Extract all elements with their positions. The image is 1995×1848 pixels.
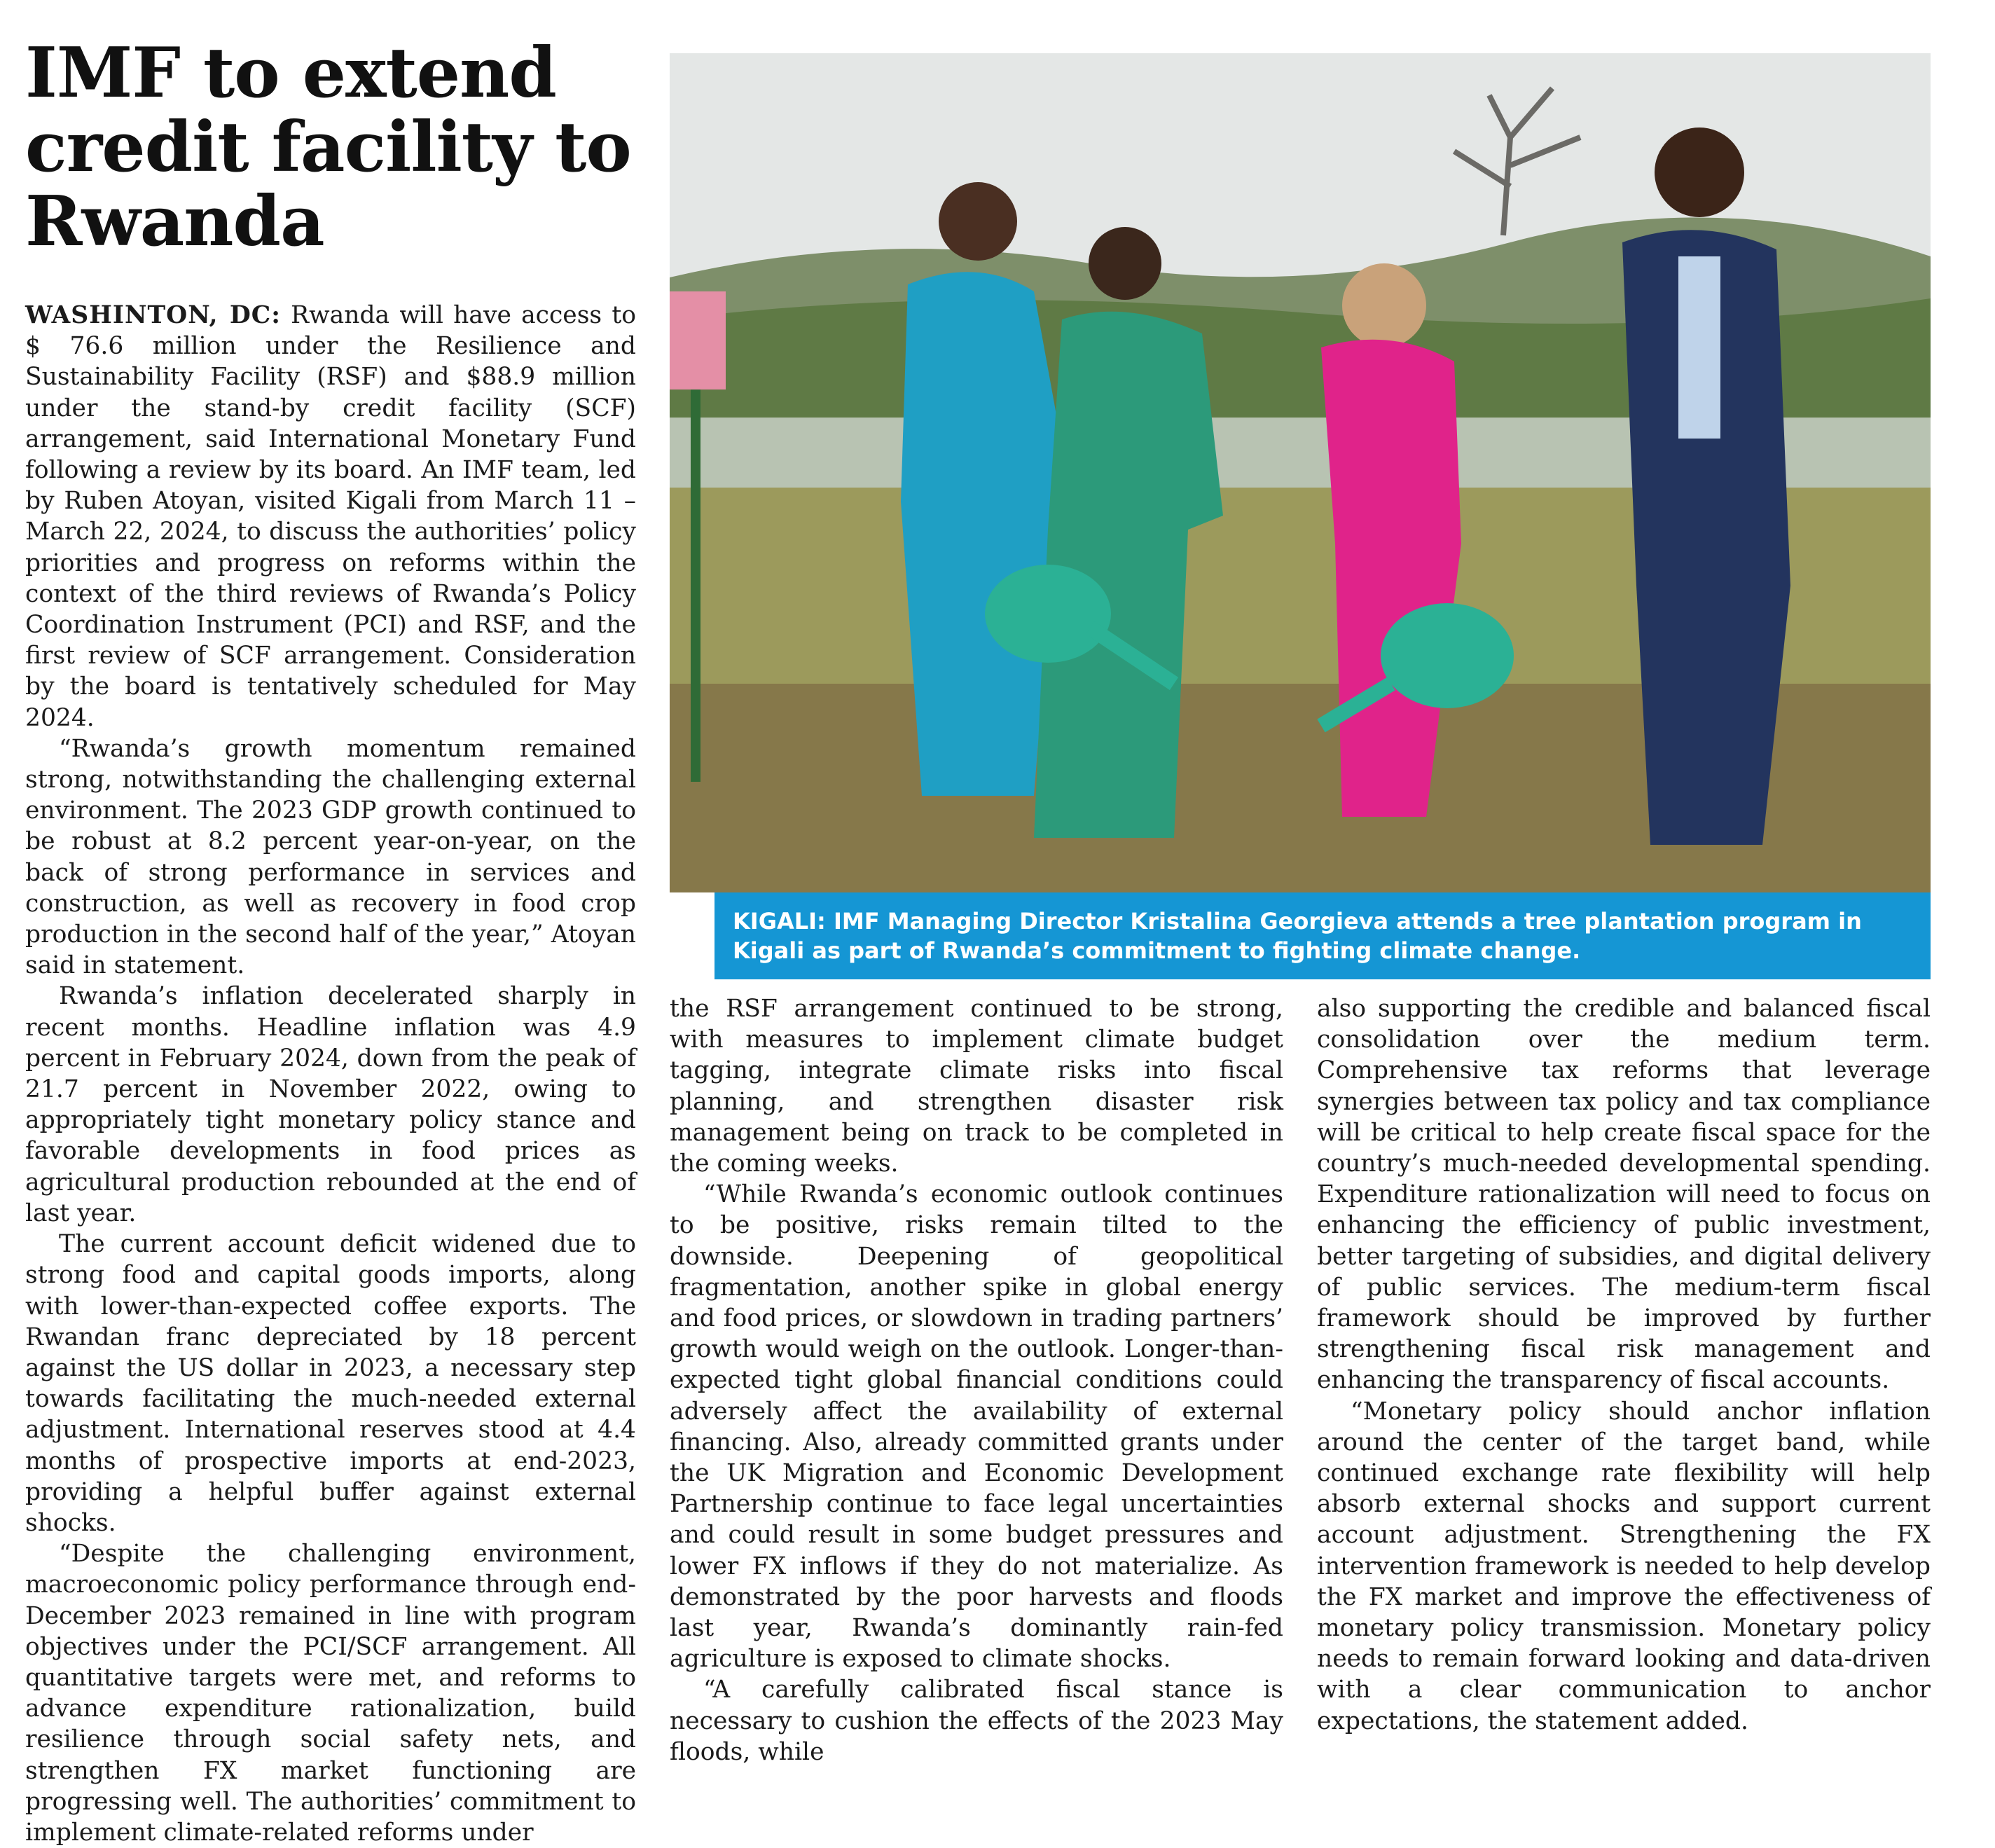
photo-illustration (670, 53, 1931, 892)
paragraph: The current account deficit widened due to strong food and capital goods imports, along with lower-than-expected coffee exports. The Rwandan franc depreciated by 18 percent against the US dollar in 2023, a necessary step towards facilitating the much-needed external adjustment. International reserves stood at 4.4 months of prospective imports at end-2023, providing a helpful buffer against external shocks. (25, 1230, 636, 1537)
paragraph: Rwanda’s inflation decelerated sharply in recent months. Headline inflation was 4.9 percent in February 2024, down from the peak of 21.7 percent in November 2022, owing to appropriately tight monetary policy stance and favorable developments in food prices as agricultural production rebounded at the end of last year. (25, 982, 636, 1227)
article-column-2 (670, 993, 1283, 1767)
paragraph: “Monetary policy should anchor inflation around the center of the target band, while continued exchange rate flexibility will help absorb external shocks and support current account adjustment. Strengthening the FX intervention framework is needed to help develop the FX market and improve the effectiveness of monetary policy transmission. Monetary policy needs to remain forward looking and data-driven with a clear communication to anchor expectations, the statement added. (1317, 1397, 1931, 1735)
paragraph: the RSF arrangement continued to be strong, with measures to implement climate budget tagging, integrate climate risks into fiscal planning, and strengthen disaster risk management being on track to be completed in the coming weeks. (670, 995, 1283, 1178)
paragraph: “A carefully calibrated fiscal stance is necessary to cushion the effects of the 2023 May floods, while (670, 1676, 1283, 1766)
paragraph (25, 300, 636, 733)
paragraph: “While Rwanda’s economic outlook continues to be positive, risks remain tilted to the downside. Deepening of geopolitical fragmentation, another spike in global energy and food prices, or slowdown in trading partners’ growth would weigh on the outlook. Longer-than-expected tight global financial conditions could adversely affect the availability of external financing. Also, already committed grants under the UK Migration and Economic Development Partnership continue to face legal uncertainties and could result in some budget pressures and lower FX inflows if they do not materialize. As demonstrated by the poor harvests and floods last year, Rwanda’s dominantly rain-fed agriculture is exposed to climate shocks. (670, 1180, 1283, 1674)
paragraph-text: Rwanda will have access to $ 76.6 million under the Resilience and Sustainability Facility (RSF) and $88.9 million under the stand-by credit facility (SCF) arrangement, said International Monetary Fund following a review by its board. An IMF team, led by Ruben Atoyan, visited Kigali from March 11 – March 22, 2024, to discuss the authorities’ policy priorities and progress on reforms within the context of the third reviews of Rwanda’s Policy Coordination Instrument (PCI) and RSF, and the first review of SCF arrangement. Consideration by the board is tentatively scheduled for May 2024. (25, 301, 636, 732)
photo-caption: KIGALI: IMF Managing Director Kristalina Georgieva attends a tree plantation program in Kigali as part of Rwanda’s commitment to fighting climate change. (715, 892, 1931, 979)
news-photo (670, 53, 1931, 892)
paragraph: “Rwanda’s growth momentum remained strong, notwithstanding the challenging external environment. The 2023 GDP growth continued to be robust at 8.2 percent year-on-year, on the back of strong performance in services and construction, as well as recovery in food crop production in the second half of the year,” Atoyan said in statement. (25, 734, 636, 980)
paragraph: also supporting the credible and balanced fiscal consolidation over the medium term. Comprehensive tax reforms that leverage synergies between tax policy and tax compliance will be critical to help create fiscal space for the country’s much-needed developmental spending. Expenditure rationalization will need to focus on enhancing the efficiency of public investment, better targeting of subsidies, and digital delivery of public services. The medium-term fiscal framework should be improved by further strengthening fiscal risk management and enhancing the transparency of fiscal accounts. (1317, 995, 1931, 1395)
article-column-3 (1317, 993, 1931, 1737)
dateline: WASHINTON, DC: (25, 301, 281, 329)
headline: IMF to extend credit facility to Rwanda (25, 33, 631, 262)
article-column-1 (25, 300, 636, 1848)
paragraph: “Despite the challenging environment, macroeconomic policy performance through end-December 2023 remained in line with program objectives under the PCI/SCF arrangement. All quantitative targets were met, and reforms to advance expenditure rationalization, build resilience through social safety nets, and strengthen FX market functioning are progressing well. The authorities’ commitment to implement climate-related reforms under (25, 1540, 636, 1847)
